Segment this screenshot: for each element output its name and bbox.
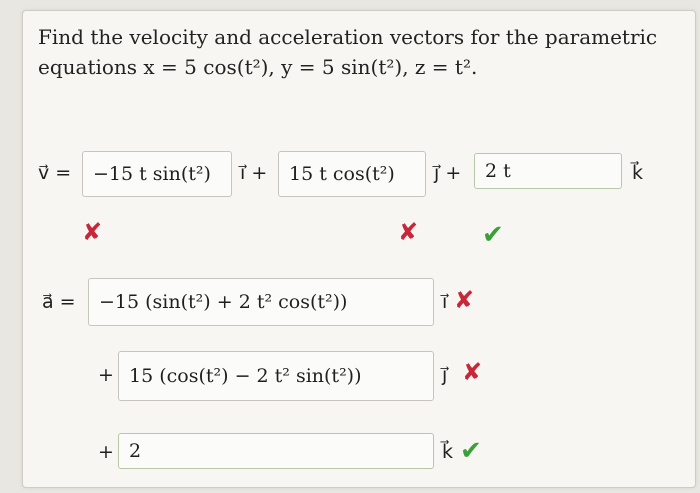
acceleration-i-incorrect-icon: ✘ [454, 286, 475, 314]
problem-statement [38, 22, 658, 82]
velocity-i-unit: i⃗ + [240, 162, 268, 184]
acceleration-j-unit: j⃗ [442, 364, 448, 386]
velocity-k-input[interactable]: 2 t [474, 153, 622, 189]
velocity-i-input[interactable]: −15 t sin(t²) [82, 151, 232, 197]
acceleration-i-input[interactable]: −15 (sin(t²) + 2 t² cos(t²)) [88, 278, 434, 326]
acceleration-j-incorrect-icon: ✘ [462, 358, 483, 386]
acceleration-k-plus: + [98, 441, 114, 463]
velocity-k-unit: k⃗ [632, 162, 644, 184]
velocity-j-unit: j⃗ + [434, 162, 462, 184]
acceleration-k-unit: k⃗ [442, 441, 454, 463]
velocity-label: v⃗ = [38, 162, 72, 184]
problem-line-2: equations x = 5 cos(t²), y = 5 sin(t²), z = t². [38, 55, 478, 79]
acceleration-k-correct-icon: ✔ [460, 436, 482, 466]
velocity-i-incorrect-icon: ✘ [82, 218, 103, 246]
acceleration-label: a⃗ = [42, 291, 76, 313]
problem-line-1: Find the velocity and acceleration vectors for the parametric [38, 25, 658, 49]
velocity-k-correct-icon: ✔ [482, 220, 504, 250]
acceleration-j-plus: + [98, 364, 114, 386]
velocity-j-input[interactable]: 15 t cos(t²) [278, 151, 426, 197]
velocity-j-incorrect-icon: ✘ [398, 218, 419, 246]
acceleration-j-input[interactable]: 15 (cos(t²) − 2 t² sin(t²)) [118, 351, 434, 401]
acceleration-i-unit: i⃗ [442, 291, 448, 313]
acceleration-k-input[interactable]: 2 [118, 433, 434, 469]
